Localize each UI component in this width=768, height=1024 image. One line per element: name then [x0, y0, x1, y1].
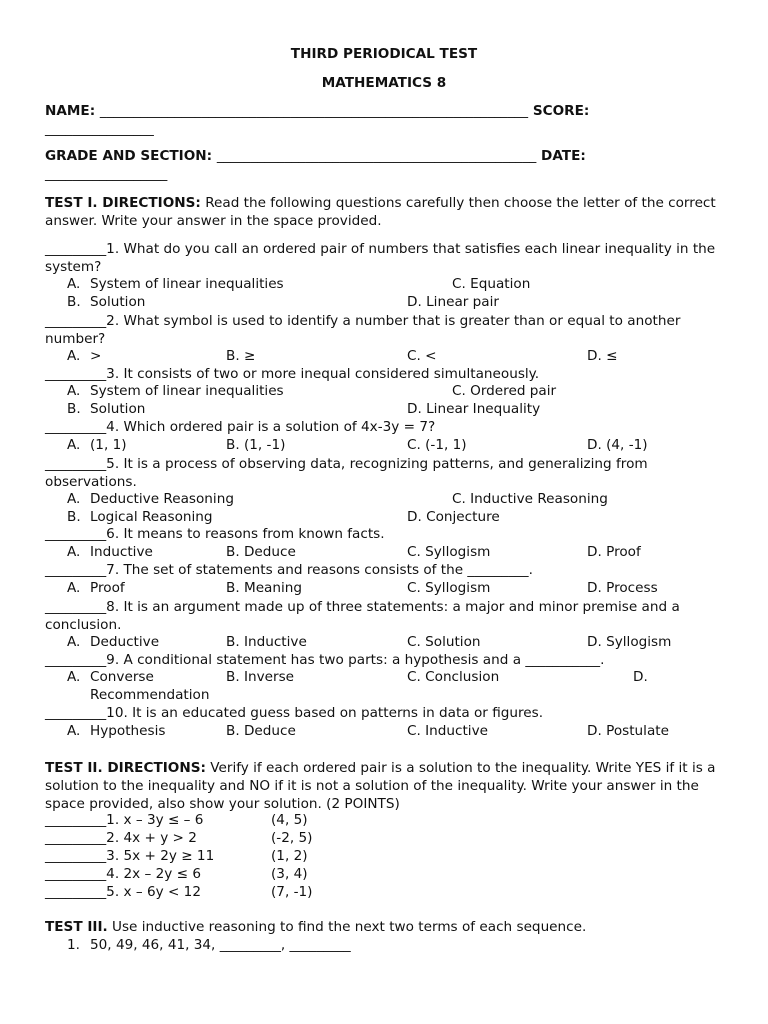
q3-choice-a: A. System of linear inequalities	[67, 383, 284, 399]
question-3: _________3. It consists of two or more inequal considered simultaneously.	[45, 366, 540, 382]
date-label: DATE:	[541, 148, 586, 164]
test1-heading: TEST I. DIRECTIONS:	[45, 195, 201, 211]
question-2: _________2. What symbol is used to identify a number that is greater than or equal to another number?	[45, 313, 681, 347]
q3-choice-d: D. Linear Inequality	[407, 401, 541, 417]
q9-choice-d-label: D.	[633, 669, 648, 685]
q1-choice-a: A. System of linear inequalities	[67, 276, 284, 292]
test1-directions	[45, 194, 725, 230]
q9-choice-d-text: Recommendation	[90, 687, 210, 703]
test-subject: MATHEMATICS 8	[321, 75, 447, 91]
q1-choice-d: D. Linear pair	[407, 294, 500, 310]
q7-choice-b: B. Meaning	[226, 580, 303, 596]
test3-heading: TEST III.	[45, 919, 108, 935]
test2-directions	[45, 759, 725, 813]
q5-choice-c: C. Inductive Reasoning	[452, 491, 608, 507]
name-blank[interactable]: _______________________________________________________________	[99, 103, 529, 119]
q7-choice-c: C. Syllogism	[407, 580, 491, 596]
test2-pair-2: (-2, 5)	[271, 830, 313, 846]
q5-choice-b: B. Logical Reasoning	[67, 509, 213, 525]
score-blank[interactable]: ________________	[45, 121, 154, 137]
q3-choice-c: C. Ordered pair	[452, 383, 557, 399]
q5-choice-d: D. Conjecture	[407, 509, 500, 525]
test2-heading: TEST II. DIRECTIONS:	[45, 760, 206, 776]
score-label: SCORE:	[532, 103, 590, 119]
name-label: NAME:	[45, 103, 96, 119]
test2-pair-5: (7, -1)	[271, 884, 313, 900]
test3-directions-text: Use inductive reasoning to find the next two terms of each sequence.	[107, 919, 587, 935]
grade-label: GRADE AND SECTION:	[45, 148, 213, 164]
test2-item-2: _________2. 4x + y > 2	[45, 830, 197, 846]
q8-choice-d: D. Syllogism	[587, 634, 672, 650]
grade-row	[45, 148, 586, 164]
question-9: _________9. A conditional statement has two parts: a hypothesis and a ___________.	[45, 652, 605, 668]
q6-choice-a: A. Inductive	[67, 544, 153, 560]
q6-choice-c: C. Syllogism	[407, 544, 491, 560]
q8-choice-b: B. Inductive	[226, 634, 307, 650]
question-8: _________8. It is an argument made up of three statements: a major and minor premise and a conclusion.	[45, 599, 680, 633]
q2-choice-b: B. ≥	[226, 348, 256, 364]
test2-directions-text: Verify if each ordered pair is a solution to the inequality. Write YES if it is a solution to the inequality and NO if it is not a solution of the inequality. Write your answer in the space provided, also show your solution. (2 POINTS)	[45, 760, 716, 812]
q3-choice-b: B. Solution	[67, 401, 146, 417]
test2-item-4: _________4. 2x – 2y ≤ 6	[45, 866, 201, 882]
q4-choice-c: C. (-1, 1)	[407, 437, 467, 453]
q4-choice-d: D. (4, -1)	[587, 437, 648, 453]
test2-pair-3: (1, 2)	[271, 848, 308, 864]
q10-choice-b: B. Deduce	[226, 723, 296, 739]
question-4: _________4. Which ordered pair is a solution of 4x-3y = 7?	[45, 419, 436, 435]
test2-item-5: _________5. x – 6y < 12	[45, 884, 201, 900]
q6-choice-d: D. Proof	[587, 544, 641, 560]
q10-choice-c: C. Inductive	[407, 723, 488, 739]
q5-choice-a: A. Deductive Reasoning	[67, 491, 234, 507]
question-1: _________1. What do you call an ordered pair of numbers that satisfies each linear inequality in the system?	[45, 241, 716, 275]
test2-item-3: _________3. 5x + 2y ≥ 11	[45, 848, 215, 864]
question-7: _________7. The set of statements and reasons consists of the _________.	[45, 562, 533, 578]
grade-blank[interactable]: _______________________________________________	[216, 148, 537, 164]
question-10: _________10. It is an educated guess based on patterns in data or figures.	[45, 705, 544, 721]
name-row	[45, 103, 589, 119]
q7-choice-d: D. Process	[587, 580, 658, 596]
q9-choice-b: B. Inverse	[226, 669, 295, 685]
test3-item-1: 1. 50, 49, 46, 41, 34, _________, _________	[67, 937, 351, 953]
test2-pair-1: (4, 5)	[271, 812, 308, 828]
test-title: THIRD PERIODICAL TEST	[290, 46, 478, 62]
q10-choice-d: D. Postulate	[587, 723, 669, 739]
q2-choice-a: A. >	[67, 348, 102, 364]
q4-choice-b: B. (1, -1)	[226, 437, 286, 453]
q1-choice-b: B. Solution	[67, 294, 146, 310]
q2-choice-c: C. <	[407, 348, 437, 364]
q9-choice-c: C. Conclusion	[407, 669, 500, 685]
test2-item-1: _________1. x – 3y ≤ – 6	[45, 812, 204, 828]
q6-choice-b: B. Deduce	[226, 544, 296, 560]
q9-choice-a: A. Converse	[67, 669, 154, 685]
test2-pair-4: (3, 4)	[271, 866, 308, 882]
q7-choice-a: A. Proof	[67, 580, 125, 596]
date-blank[interactable]: __________________	[45, 166, 168, 182]
test3-directions	[45, 919, 586, 935]
q8-choice-c: C. Solution	[407, 634, 481, 650]
q4-choice-a: A. (1, 1)	[67, 437, 127, 453]
test1-directions-text: Read the following questions carefully then choose the letter of the correct answer. Write your answer in the space provided.	[45, 195, 716, 229]
q8-choice-a: A. Deductive	[67, 634, 160, 650]
question-5: _________5. It is a process of observing data, recognizing patterns, and generalizing from observations.	[45, 456, 648, 490]
q10-choice-a: A. Hypothesis	[67, 723, 166, 739]
q1-choice-c: C. Equation	[452, 276, 531, 292]
question-6: _________6. It means to reasons from known facts.	[45, 526, 385, 542]
q2-choice-d: D. ≤	[587, 348, 618, 364]
